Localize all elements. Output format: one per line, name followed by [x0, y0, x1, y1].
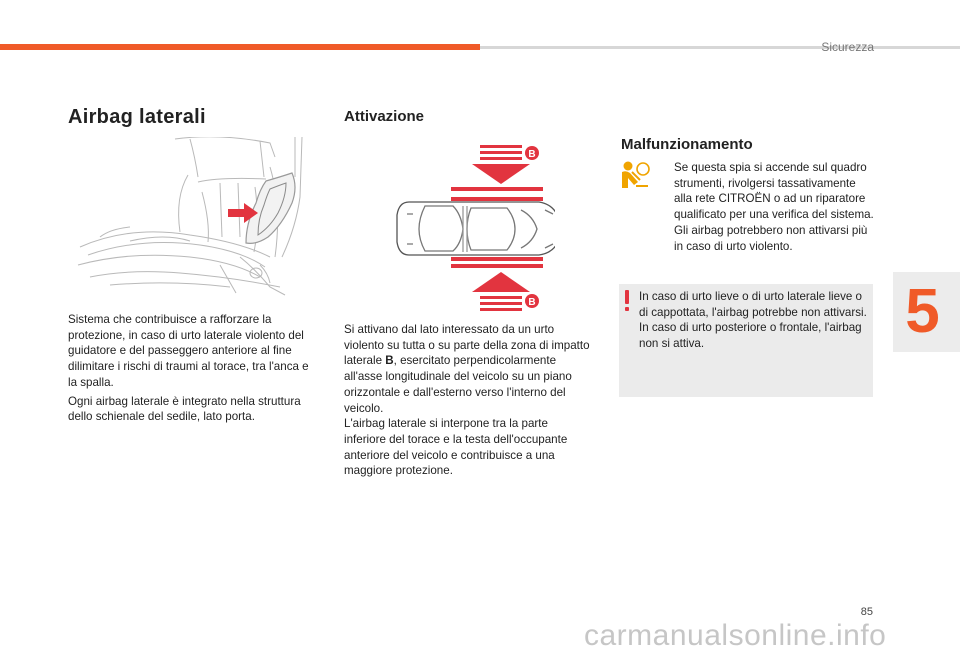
car-top-view-illustration: [395, 140, 555, 315]
activation-paragraph-2: L'airbag laterale si interpone tra la parte inferiore del torace e la testa dell'occupante anteriore del veicolo e contribuisce a una maggiore protezione.: [344, 417, 568, 478]
header-divider: [480, 46, 960, 49]
activation-paragraph-1: [344, 322, 590, 416]
activation-title: Attivazione: [344, 108, 425, 125]
warning-lamp-text: Se questa spia si accende sul quadro strumenti, rivolgersi tassativamente alla rete CITROËN o ad un riparatore qualificato per una verifica del sistema. Gli airbag potrebbero non attivarsi più in caso di urto violento.: [674, 161, 874, 253]
activation-text-part-2: , esercitato perpendicolarmente all'asse longitudinale del veicolo su un piano orizzontale e dall'esterno verso l'interno del veicolo.: [344, 354, 572, 415]
seat-airbag-illustration: [70, 137, 310, 297]
impact-zone-b-bottom-label: B: [528, 297, 536, 308]
header-accent-bar: [0, 44, 480, 50]
chapter-tab: [893, 272, 960, 352]
airbag-warning-lamp-icon: [618, 160, 650, 190]
chapter-number: 5: [905, 277, 940, 346]
left-paragraph-2: Ogni airbag laterale è integrato nella struttura dello schienale del sedile, lato porta.: [68, 394, 301, 424]
impact-zone-b-ref: B: [385, 354, 394, 368]
malfunction-title: Malfunzionamento: [621, 136, 753, 153]
alert-paragraph-1: In caso di urto lieve o di urto laterale lieve o di cappottata, l'airbag potrebbe non attivarsi.: [639, 290, 867, 319]
page-title: Airbag laterali: [68, 106, 206, 128]
exclamation-icon: [622, 290, 632, 312]
watermark: carmanualsonline.info: [584, 619, 887, 652]
alert-text: [639, 289, 867, 352]
activation-text-part-1: Si attivano dal lato interessato da un urto violento su tutta o su parte della zona di impatto laterale: [344, 323, 590, 368]
page-number: 85: [860, 606, 873, 618]
section-title: Sicurezza: [821, 40, 874, 54]
left-text: [68, 312, 318, 425]
activation-text: [344, 322, 590, 479]
left-paragraph-1: Sistema che contribuisce a rafforzare la protezione, in caso di urto laterale violento del guidatore e del passeggero anteriore al fine dilimitare i rischi di traumi al torace, tra l'anca e la spalla.: [68, 313, 309, 389]
alert-paragraph-2: In caso di urto posteriore o frontale, l'airbag non si attiva.: [639, 321, 862, 351]
impact-zone-b-top-label: B: [528, 149, 536, 160]
